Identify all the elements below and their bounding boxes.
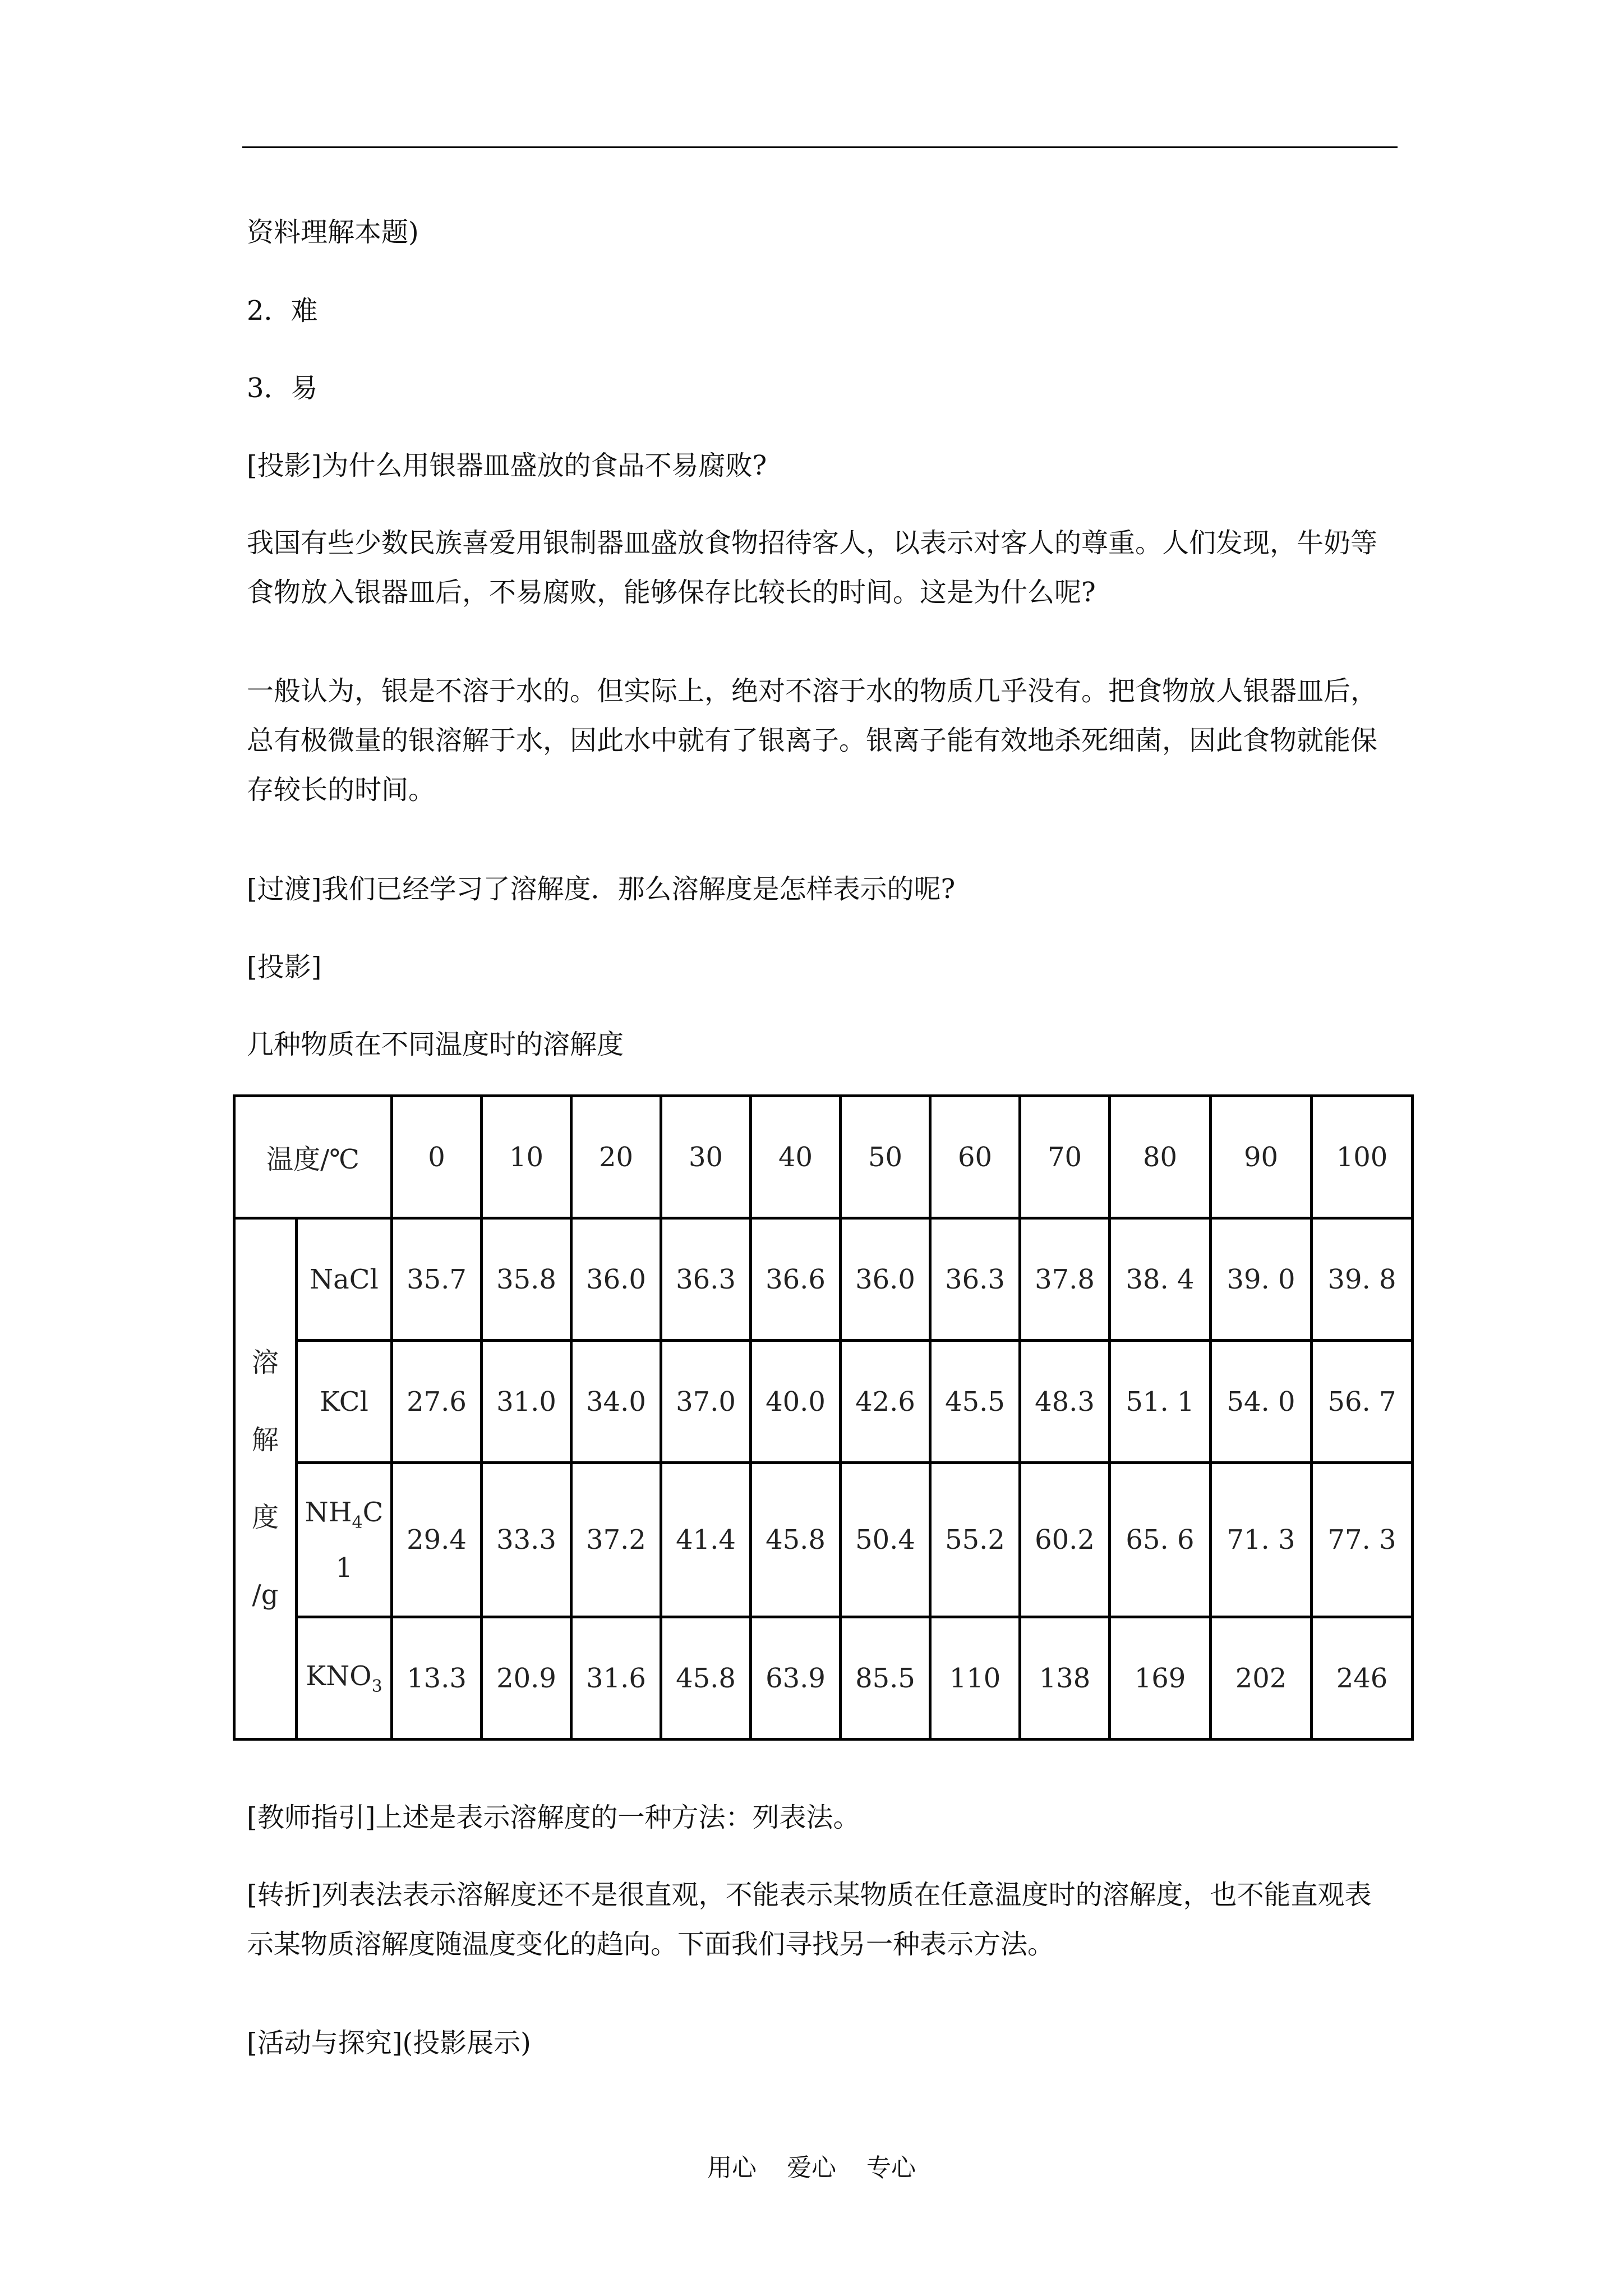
value-cell: 65. 6 <box>1110 1463 1211 1617</box>
paragraph: [教师指引]上述是表示溶解度的一种方法：列表法。 <box>247 1802 860 1833</box>
value-cell: 33.3 <box>482 1463 571 1617</box>
table-caption: 几种物质在不同温度时的溶解度 <box>247 1029 624 1060</box>
temperature-cell: 90 <box>1211 1096 1312 1218</box>
substance-name-cell <box>297 1463 392 1617</box>
value-cell: 138 <box>1020 1617 1110 1740</box>
value-cell: 85.5 <box>841 1617 930 1740</box>
value-cell: 36.0 <box>571 1218 661 1341</box>
formula-subscript: 3 <box>371 1676 382 1696</box>
table-header-row <box>234 1096 1413 1218</box>
value-cell: 51. 1 <box>1110 1341 1211 1463</box>
value-cell: 13.3 <box>392 1617 482 1740</box>
paragraph: [投影]为什么用银器皿盛放的食品不易腐败? <box>247 450 767 481</box>
table-row <box>234 1617 1413 1740</box>
temperature-cell: 80 <box>1110 1096 1211 1218</box>
value-cell: 246 <box>1312 1617 1413 1740</box>
value-cell: 27.6 <box>392 1341 482 1463</box>
paragraph: [转折]列表法表示溶解度还不是很直观，不能表示某物质在任意温度时的溶解度，也不能直观表示某物质溶解度随温度变化的趋向。下面我们寻找另一种表示方法。 <box>247 1879 1372 1960</box>
substance-name-cell: KCl <box>297 1341 392 1463</box>
value-cell: 77. 3 <box>1312 1463 1413 1617</box>
value-cell: 45.8 <box>661 1617 751 1740</box>
value-cell: 34.0 <box>571 1341 661 1463</box>
table-row <box>234 1463 1413 1617</box>
temperature-cell: 60 <box>930 1096 1020 1218</box>
value-cell: 31.6 <box>571 1617 661 1740</box>
temperature-cell: 50 <box>841 1096 930 1218</box>
paragraph: 2．难 <box>247 295 318 326</box>
header-rule <box>242 146 1398 148</box>
side-label-char: 度 <box>251 1502 279 1533</box>
temperature-cell: 0 <box>392 1096 482 1218</box>
value-cell: 48.3 <box>1020 1341 1110 1463</box>
value-cell: 37.2 <box>571 1463 661 1617</box>
temperature-cell: 70 <box>1020 1096 1110 1218</box>
substance-name-line: 1 <box>335 1552 353 1584</box>
value-cell: 36.6 <box>751 1218 841 1341</box>
table-row <box>234 1218 1413 1341</box>
value-cell: 31.0 <box>482 1341 571 1463</box>
value-cell: 45.8 <box>751 1463 841 1617</box>
value-cell: 35.7 <box>392 1218 482 1341</box>
value-cell: 40.0 <box>751 1341 841 1463</box>
formula-part: KNO <box>306 1660 372 1692</box>
value-cell: 55.2 <box>930 1463 1020 1617</box>
value-cell: 29.4 <box>392 1463 482 1617</box>
value-cell: 50.4 <box>841 1463 930 1617</box>
substance-name-cell: NaCl <box>297 1218 392 1341</box>
value-cell: 110 <box>930 1617 1020 1740</box>
paragraph: 我国有些少数民族喜爱用银制器皿盛放食物招待客人，以表示对客人的尊重。人们发现，牛奶等食物放入银器皿后，不易腐败，能够保存比较长的时间。这是为什么呢? <box>247 527 1378 608</box>
value-cell: 35.8 <box>482 1218 571 1341</box>
side-label-char: 溶 <box>251 1347 279 1378</box>
formula-part: C <box>362 1496 384 1528</box>
solubility-table-wrap <box>233 1094 1414 1741</box>
value-cell: 202 <box>1211 1617 1312 1740</box>
value-cell: 41.4 <box>661 1463 751 1617</box>
table-row <box>234 1341 1413 1463</box>
temperature-cell: 10 <box>482 1096 571 1218</box>
value-cell: 39. 8 <box>1312 1218 1413 1341</box>
value-cell: 38. 4 <box>1110 1218 1211 1341</box>
solubility-side-label <box>234 1218 297 1740</box>
value-cell: 36.0 <box>841 1218 930 1341</box>
formula-subscript: 4 <box>352 1512 363 1533</box>
value-cell: 36.3 <box>661 1218 751 1341</box>
side-label-char: /g <box>252 1579 279 1611</box>
value-cell: 45.5 <box>930 1341 1020 1463</box>
value-cell: 56. 7 <box>1312 1341 1413 1463</box>
substance-name-line <box>298 1490 390 1545</box>
temperature-cell: 20 <box>571 1096 661 1218</box>
value-cell: 54. 0 <box>1211 1341 1312 1463</box>
value-cell: 37.8 <box>1020 1218 1110 1341</box>
paragraph: [活动与探究](投影展示) <box>247 2027 531 2059</box>
value-cell: 37.0 <box>661 1341 751 1463</box>
temperature-header-cell: 温度/℃ <box>234 1096 392 1218</box>
temperature-cell: 100 <box>1312 1096 1413 1218</box>
paragraph: [投影] <box>247 951 322 983</box>
paragraph: 一般认为，银是不溶于水的。但实际上，绝对不溶于水的物质几乎没有。把食物放人银器皿后，总有极微量的银溶解于水，因此水中就有了银离子。银离子能有效地杀死细菌，因此食物就能保存较长的时间。 <box>247 675 1378 806</box>
value-cell: 60.2 <box>1020 1463 1110 1617</box>
value-cell: 20.9 <box>482 1617 571 1740</box>
value-cell: 71. 3 <box>1211 1463 1312 1617</box>
paragraph: [过渡]我们已经学习了溶解度．那么溶解度是怎样表示的呢? <box>247 873 956 905</box>
value-cell: 42.6 <box>841 1341 930 1463</box>
temperature-cell: 40 <box>751 1096 841 1218</box>
temperature-cell: 30 <box>661 1096 751 1218</box>
paragraph: 资料理解本题) <box>247 217 419 248</box>
value-cell: 63.9 <box>751 1617 841 1740</box>
value-cell: 36.3 <box>930 1218 1020 1341</box>
value-cell: 39. 0 <box>1211 1218 1312 1341</box>
formula-part: NH <box>305 1496 352 1528</box>
value-cell: 169 <box>1110 1617 1211 1740</box>
substance-name-cell <box>297 1617 392 1740</box>
side-label-char: 解 <box>251 1424 279 1456</box>
solubility-table <box>233 1094 1414 1741</box>
paragraph: 3．易 <box>247 372 318 404</box>
page-footer: 用心 爱心 专心 <box>707 2154 916 2182</box>
